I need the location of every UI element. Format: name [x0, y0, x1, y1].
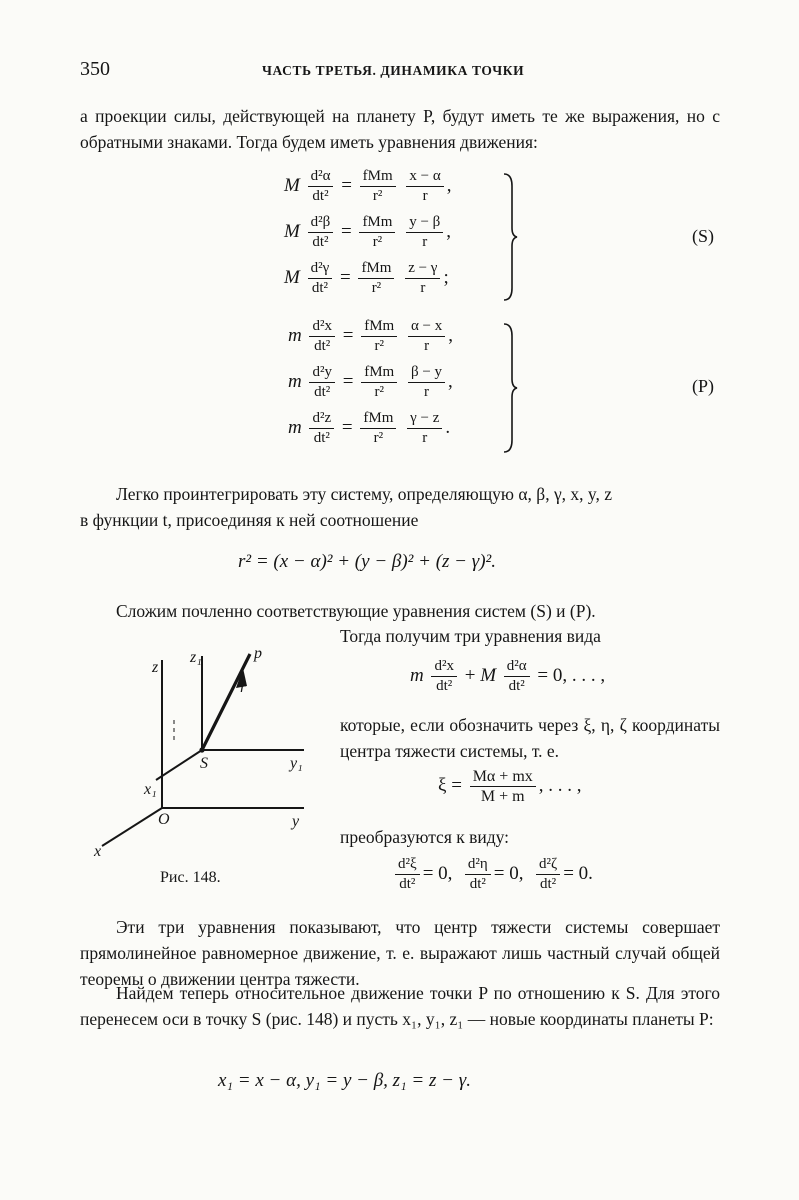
running-title: ЧАСТЬ ТРЕТЬЯ. ДИНАМИКА ТОЧКИ	[262, 63, 525, 78]
paragraph-intro: а проекции силы, действующей на планету P, будут иметь те же выражения, но с обратными знаками. Тогда будем иметь уравнения движения:	[80, 106, 720, 152]
figure-caption: Рис. 148.	[160, 869, 221, 886]
label-p: p	[254, 645, 262, 662]
brace-p	[502, 322, 518, 454]
x-axis	[102, 808, 162, 846]
figure-148	[92, 640, 324, 860]
brace-s	[502, 172, 518, 302]
equation-row: m $\frac{\text{d²y}}{\text{dt²}}$ = $\frac{\text{fMm}}{\text{r²}}$ $\frac{\beta - y}{r}$ ,	[288, 364, 453, 400]
point-s	[199, 747, 204, 752]
paragraph-conclusion: Эти три уравнения показывают, что центр тяжести системы совершает прямолинейное равномерное движение, т. е. выражают лишь частный случай общей теоремы о движении центра тяжести.	[80, 917, 720, 989]
label-r: r	[240, 679, 247, 696]
equation-r-squared: r² = (x − α)² + (y − β)² + (z − γ)².	[238, 551, 497, 572]
equation-row: m $\frac{\text{d²z}}{\text{dt²}}$ = $\frac{\text{fMm}}{\text{r²}}$ $\frac{\gamma - z}{r}$ .	[288, 410, 451, 446]
equation-final: x₁ = x − α, y₁ = y − β, z₁ = z − γ.	[218, 1070, 471, 1091]
paragraph-integrate: Легко проинтегрировать эту систему, определяющую α, β, γ, x, y, z в функции t, присоединяя к ней соотношение	[80, 484, 613, 530]
label-z1: z₁	[190, 649, 202, 666]
label-z: z	[152, 659, 159, 676]
paragraph-then: Тогда получим три уравнения вида	[340, 626, 601, 646]
equation-row: M $\frac{\text{d²α}}{\text{dt²}}$ = $\frac{\text{fMm}}{\text{r²}}$ $\frac{x - \alpha}{r}$ ,	[284, 168, 452, 204]
equation-row: M $\frac{\text{d²γ}}{\text{dt²}}$ = $\frac{\text{fMm}}{\text{r²}}$ $\frac{z - \gamma}{r}$ ;	[284, 260, 449, 296]
label-x: x	[94, 843, 102, 860]
radius-vector	[202, 654, 250, 750]
equation-sum: m $\frac{\text{d²x}}{\text{dt²}}$ + M $\frac{\text{d²α}}{\text{dt²}}$ = 0, . . . ,	[410, 658, 606, 694]
system-p	[288, 318, 714, 458]
paragraph-transform: преобразуются к виду:	[340, 827, 510, 847]
paragraph-relative: Найдем теперь относительное движение точки P по отношению к S. Для этого перенесем оси в точку S (рис. 148) и пусть x₁, y₁, z₁ — новые координаты планеты P:	[80, 983, 720, 1029]
label-s: S	[200, 755, 208, 772]
equation-row: M $\frac{\text{d²β}}{\text{dt²}}$ = $\frac{\text{fMm}}{\text{r²}}$ $\frac{y - \beta}{r}$ ,	[284, 214, 452, 250]
paragraph-sum: Сложим почленно соответствующие уравнения систем (S) и (P).	[116, 601, 596, 621]
label-y1: y₁	[290, 755, 303, 772]
paragraph-which: которые, если обозначить через ξ, η, ζ координаты центра тяжести системы, т. е.	[340, 715, 720, 761]
equation-row: m $\frac{\text{d²x}}{\text{dt²}}$ = $\frac{\text{fMm}}{\text{r²}}$ $\frac{\alpha - x}{r}$ ,	[288, 318, 454, 354]
system-s	[284, 168, 714, 304]
equation-center: $\frac{\text{d²ξ}}{\text{dt²}}$ = 0, $\frac{\text{d²η}}{\text{dt²}}$ = 0, $\frac{\text{d²ζ}}{\text{dt²}}$ = 0.	[392, 856, 593, 893]
label-o: O	[158, 811, 170, 828]
system-label-s: (S)	[692, 226, 714, 246]
label-x1: x₁	[144, 781, 157, 798]
equation-xi: ξ = $\frac{M\alpha + mx}{M + m}$ , . . . ,	[438, 768, 582, 805]
page-number: 350	[80, 58, 110, 80]
label-y: y	[292, 813, 300, 830]
system-label-p: (P)	[692, 376, 714, 396]
